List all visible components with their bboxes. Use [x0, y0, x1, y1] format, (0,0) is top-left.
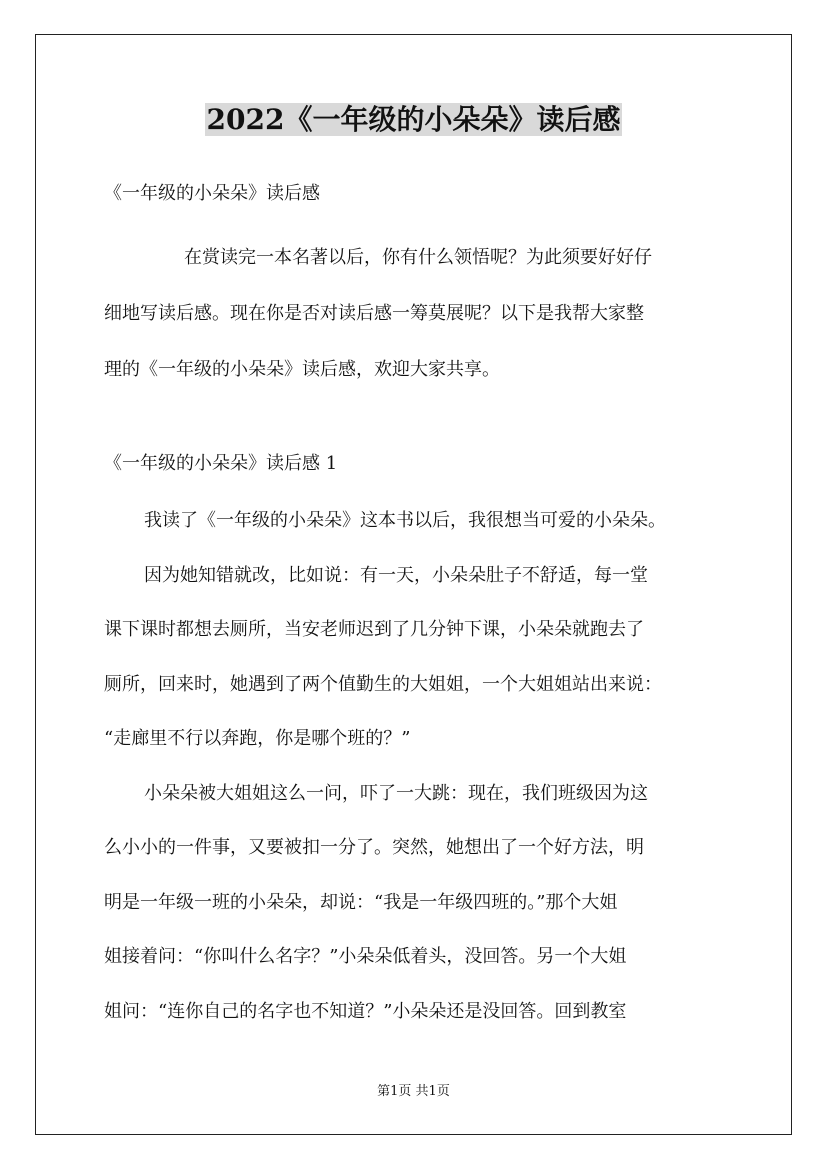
body-line: 姐接着问：“你叫什么名字？”小朵朵低着头，没回答。另一个大姐 [104, 946, 627, 967]
document-title-text: 2022《一年级的小朵朵》读后感 [206, 103, 621, 136]
page-footer: 第1页 共1页 [377, 1084, 450, 1099]
body-line: 课下课时都想去厕所，当安老师迟到了几分钟下课，小朵朵就跑去了 [104, 619, 644, 640]
body-line: 明是一年级一班的小朵朵，却说：“我是一年级四班的。”那个大姐 [104, 891, 618, 913]
body-line: 么小小的一件事，又要被扣一分了。突然，她想出了一个好方法，明 [104, 837, 644, 858]
body-line: 因为她知错就改，比如说：有一天，小朵朵肚子不舒适，每一堂 [144, 564, 648, 586]
section-heading: 《一年级的小朵朵》读后感 1 [104, 453, 338, 474]
intro-line: 在赏读完一本名著以后，你有什么领悟呢？为此须要好好仔 [184, 247, 652, 268]
body-line: 姐问：“连你自己的名字也不知道？”小朵朵还是没回答。回到教室 [104, 1000, 627, 1022]
body-line: 我读了《一年级的小朵朵》这本书以后，我很想当可爱的小朵朵。 [144, 510, 666, 531]
body-line: “走廊里不行以奔跑，你是哪个班的？” [104, 728, 411, 749]
intro-paragraph [104, 230, 744, 398]
body-line: 小朵朵被大姐姐这么一问，吓了一大跳：现在，我们班级因为这 [144, 782, 648, 804]
intro-line: 理的《一年级的小朵朵》读后感，欢迎大家共享。 [104, 359, 500, 380]
body-line: 厕所，回来时，她遇到了两个值勤生的大姐姐，一个大姐姐站出来说： [104, 673, 662, 695]
intro-line: 细地写读后感。现在你是否对读后感一筹莫展呢？以下是我帮大家整 [104, 303, 644, 324]
body-text [104, 494, 744, 1039]
document-title [0, 98, 827, 142]
document-subtitle: 《一年级的小朵朵》读后感 [104, 183, 320, 204]
